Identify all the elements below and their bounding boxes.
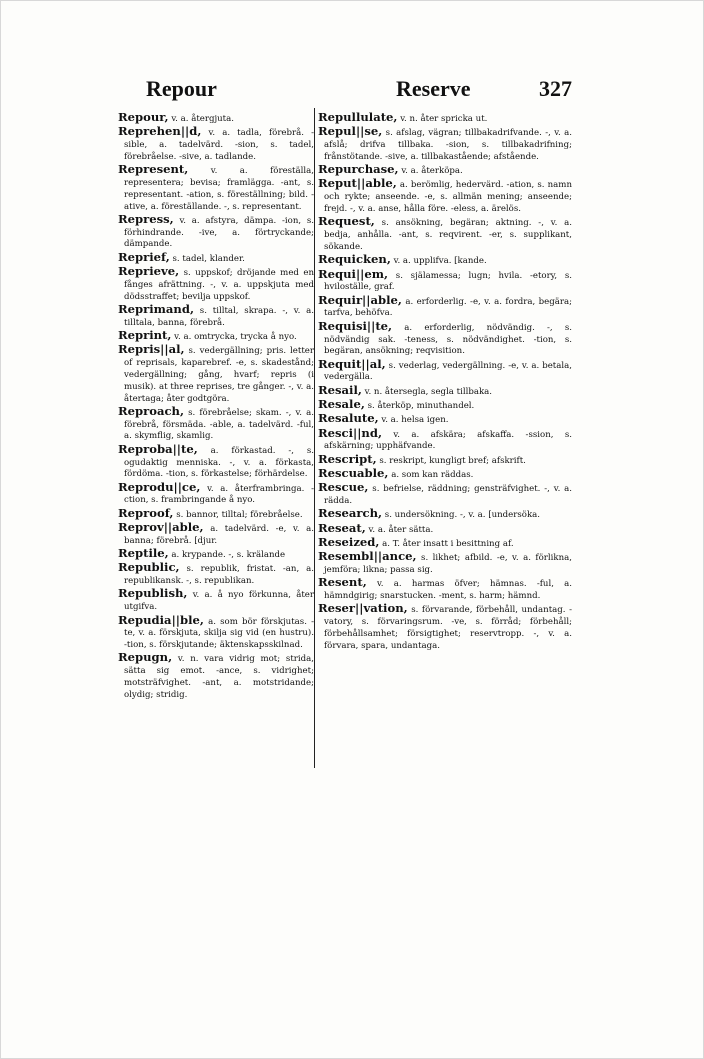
- entry-definition: s. tilltal, skrapa. -, v. a. tilltala, banna, förebrå.: [124, 305, 314, 328]
- dictionary-entry: [318, 482, 572, 508]
- entry-headword: Request,: [318, 214, 375, 229]
- entry-headword: Requir||able,: [318, 292, 402, 307]
- column-divider: [314, 108, 315, 768]
- dictionary-entry: [318, 216, 572, 253]
- dictionary-entry: [118, 266, 314, 303]
- entry-definition: a. erforderlig. -e, v. a. fordra, begära; tarfva, behöfva.: [324, 296, 572, 319]
- entry-headword: Republic,: [118, 560, 180, 575]
- entry-headword: Resent,: [318, 575, 367, 590]
- entry-headword: Rescuable,: [318, 466, 389, 481]
- entry-definition: v. n. åter spricka ut.: [397, 114, 488, 124]
- entry-definition: v. a. harmas öfver; hämnas. -ful, a. hämndgirig; snarstucken. -ment, s. harm; hämnd.: [324, 579, 572, 602]
- entry-definition: s. undersökning. -, v. a. [undersöka.: [382, 510, 541, 521]
- entry-headword: Reprodu||ce,: [118, 479, 201, 494]
- dictionary-entry: [118, 522, 314, 548]
- dictionary-entry: [118, 588, 314, 614]
- entry-definition: s. republik, fristat. -an, a. republikansk. -, s. republikan.: [124, 564, 314, 587]
- entry-headword: Resalute,: [318, 411, 379, 426]
- entry-definition: a. som kan räddas.: [388, 470, 474, 481]
- entry-definition: v. a. helsa igen.: [378, 415, 449, 426]
- entry-definition: v. n. vara vidrig mot; strida, sätta sig emot. -ance, s. vidrighet; motsträfvighet. -ant, a. motstridande; olydig; stridig.: [124, 654, 314, 700]
- entry-headword: Repurchase,: [318, 162, 399, 177]
- entry-headword: Resale,: [318, 397, 365, 412]
- entry-headword: Rescue,: [318, 480, 369, 495]
- running-header: [118, 76, 578, 110]
- dictionary-entry: [118, 403, 314, 443]
- entry-definition: v. a. åter sätta.: [365, 524, 434, 535]
- entry-definition: v. a. återköpa.: [398, 166, 463, 177]
- entry-definition: a. T. åter insatt i besittning af.: [379, 539, 514, 549]
- right-column: [318, 112, 572, 653]
- dictionary-entry: [118, 126, 314, 163]
- dictionary-entry: [318, 356, 572, 385]
- entry-headword: Reput||able,: [318, 176, 397, 191]
- entry-headword: Repul||se,: [318, 124, 383, 139]
- entry-definition: a. erforderlig, nödvändig. -, s. nödvändig sak. -teness, s. nödvändighet. -tion, s. begäran, ansökning; reqvisition.: [324, 322, 572, 357]
- entry-headword: Reprief,: [118, 249, 170, 264]
- entry-definition: s. ansökning, begäran; aktning. -, v. a. bedja, anhålla. -ant, s. reqvirent. -er, s. supplikant, sökande.: [324, 218, 572, 252]
- entry-definition: s. likhet; afbild. -e, v. a. förlikna, jemföra; likna; passa sig.: [324, 553, 572, 576]
- page-number: 327: [539, 76, 572, 101]
- entry-definition: v. a. föreställa, representera; bevisa; framlägga. -ant, s. representant. -ation, s. föreställning; bild. -ative, a. föreställande. -, s. representant.: [124, 166, 314, 212]
- entry-headword: Reprimand,: [118, 301, 194, 316]
- entry-definition: v. n. återsegla, segla tillbaka.: [361, 386, 493, 397]
- dictionary-entry: [318, 425, 572, 454]
- entry-headword: Resembl||ance,: [318, 549, 417, 564]
- entry-headword: Reser||vation,: [318, 601, 408, 616]
- entry-headword: Reprieve,: [118, 264, 180, 279]
- dictionary-entry: [318, 292, 572, 321]
- entry-headword: Reproof,: [118, 505, 174, 520]
- entry-definition: s. uppskof; dröjande med en fånges afrättning. -, v. a. uppskjuta med dödsstraffet; bevilja uppskof.: [124, 268, 314, 302]
- dictionary-entry: [118, 301, 314, 330]
- dictionary-entry: [118, 479, 314, 508]
- dictionary-entry: [118, 164, 314, 213]
- entry-definition: s. själamessa; lugn; hvila. -etory, s. hviloställe, graf.: [324, 270, 572, 293]
- entry-headword: Repour,: [118, 110, 169, 124]
- left-column: [118, 112, 314, 702]
- dictionary-entry: [118, 612, 314, 652]
- entry-headword: Resail,: [318, 382, 362, 397]
- entry-headword: Represent,: [118, 162, 189, 177]
- entry-definition: s. förvarande, förbehåll, undantag. -vatory, s. förvaringsrum. -ve, s. förråd; förbehåll; förbehållsamhet; försigtighet; reservtropp. -, v. a. förvara, spara, undantaga.: [324, 605, 572, 651]
- entry-definition: s. vederlag, vedergällning. -e, v. a. betala, vedergälla.: [324, 360, 572, 383]
- entry-headword: Repugn,: [118, 650, 173, 665]
- entry-headword: Reproba||te,: [118, 441, 198, 456]
- dictionary-entry: [318, 577, 572, 603]
- entry-definition: a. tadelvärd. -e, v. a. banna; förebrå. [djur.: [124, 524, 314, 546]
- entry-headword: Requit||al,: [318, 356, 386, 371]
- entry-definition: s. återköp, minuthandel.: [364, 401, 475, 412]
- entry-definition: v. a. återframbringa. -ction, s. frambringande å nyo.: [124, 483, 314, 506]
- entry-definition: v. a. afskära; afskaffa. -ssion, s. afskärning; upphäfvande.: [324, 429, 572, 452]
- dictionary-entry: [118, 344, 314, 405]
- entry-definition: v. a. å nyo förkunna, åter utgifva.: [124, 590, 314, 613]
- entry-definition: v. a. tadla, förebrå. -sible, a. tadelvärd. -sion, s. tadel, förebråelse. -sive, a. tadlande.: [124, 128, 314, 162]
- entry-headword: Reprov||able,: [118, 520, 204, 534]
- entry-headword: Repullulate,: [318, 110, 398, 124]
- entry-headword: Reseized,: [318, 535, 380, 549]
- entry-headword: Repress,: [118, 211, 174, 226]
- entry-definition: v. a. återgjuta.: [168, 114, 234, 124]
- entry-headword: Reseat,: [318, 520, 366, 535]
- dictionary-entry: [318, 126, 572, 163]
- entry-definition: a. krypande. -, s. krälande: [168, 550, 286, 561]
- entry-headword: Rescript,: [318, 451, 377, 466]
- entry-headword: Reprint,: [118, 328, 172, 343]
- entry-headword: Repris||al,: [118, 342, 185, 357]
- right-guide-word: Reserve: [396, 76, 471, 101]
- entry-headword: Requi||em,: [318, 266, 389, 281]
- entry-headword: Research,: [318, 506, 383, 521]
- entry-headword: Republish,: [118, 586, 188, 601]
- entry-headword: Reproach,: [118, 403, 184, 418]
- dictionary-entry: [318, 178, 572, 215]
- entry-headword: Requicken,: [318, 252, 391, 267]
- dictionary-entry: [118, 652, 314, 701]
- entry-headword: Repudia||ble,: [118, 612, 204, 627]
- entry-definition: s. tadel, klander.: [169, 253, 245, 264]
- dictionary-entry: [318, 318, 572, 358]
- entry-definition: a. berömlig, hedervärd. -ation, s. namn och rykte; anseende. -e, s. allmän mening; anseende; frejd. -, v. a. anse, hålla före. -eless, a. ärelös.: [324, 180, 572, 215]
- entry-definition: v. a. afstyra, dämpa. -ion, s. förhindrande. -ive, a. förtryckande; dämpande.: [124, 215, 314, 250]
- entry-definition: v. a. upplifva. [kande.: [390, 256, 487, 267]
- dictionary-entry: [318, 266, 572, 295]
- entry-definition: s. befrielse, räddning; gensträfvighet. -, v. a. rädda.: [324, 484, 572, 507]
- dictionary-entry: [118, 562, 314, 588]
- entry-definition: s. reskript, kungligt bref; afskrift.: [376, 455, 526, 466]
- entry-headword: Reptile,: [118, 546, 169, 561]
- entry-definition: s. bannor, tilltal; förebråelse.: [173, 509, 303, 520]
- dictionary-entry: [318, 603, 572, 652]
- entry-definition: a. förkastad. -, s. ogudaktig menniska. -, v. a. förkasta, fördöma. -tion, s. förkastelse; förhärdelse.: [124, 445, 314, 480]
- entry-definition: s. förebråelse; skam. -, v. a. förebrå, försmäda. -able, a. tadelvärd. -ful, a. skymflig, skamlig.: [124, 407, 314, 442]
- entry-headword: Reprehen||d,: [118, 124, 202, 139]
- entry-definition: s. afslag, vägran; tillbakadrifvande. -, v. a. afslå; drifva tillbaka. -sion, s. tillbakadrifning; frånstötande. -sive, a. tillbakastående; afstående.: [324, 128, 572, 162]
- entry-definition: v. a. omtrycka, trycka å nyo.: [171, 332, 297, 343]
- entry-definition: s. vedergällning; pris. letter of reprisals, kaparebref. -e, s. skadestånd; vedergällning; gång, hvarf; repris (i musik). at three reprises, tre gånger. -, v. a. återtaga; åter godtgöra.: [124, 346, 314, 404]
- entry-definition: a. som bör förskjutas. -te, v. a. förskjuta, skilja sig vid (en hustru). -tion, s. förskjutande; äktenskapsskilnad.: [124, 616, 314, 651]
- entry-headword: Requisi||te,: [318, 318, 393, 333]
- dictionary-entry: [318, 551, 572, 577]
- entry-headword: Resci||nd,: [318, 425, 383, 440]
- dictionary-entry: [118, 441, 314, 481]
- dictionary-entry: [118, 211, 314, 251]
- left-guide-word: Repour: [146, 76, 217, 101]
